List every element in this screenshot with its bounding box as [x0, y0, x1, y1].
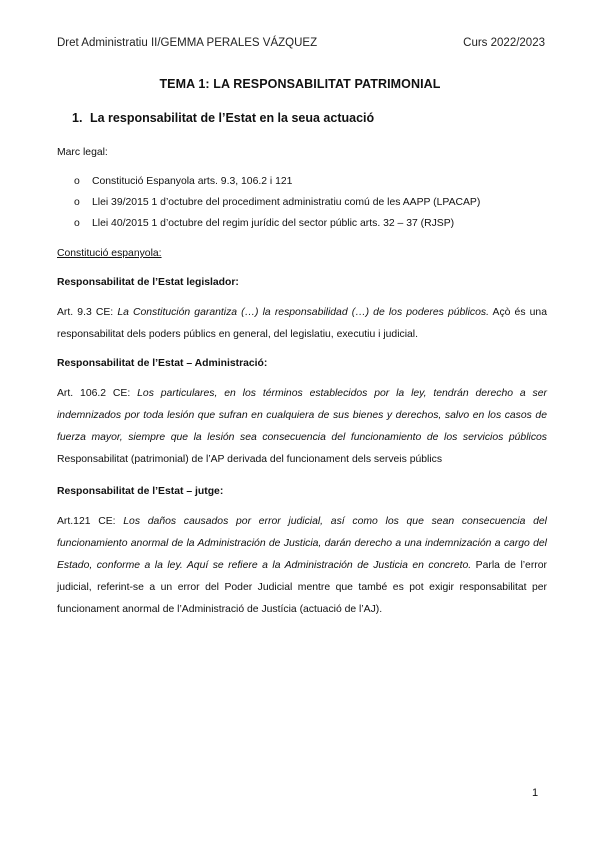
jutge-heading: Responsabilitat de l’Estat – jutge:	[57, 486, 224, 497]
header-right: Curs 2022/2023	[463, 37, 545, 49]
reference-text: Constitució Espanyola arts. 9.3, 106.2 i 121	[92, 176, 293, 187]
article-comment: Açò és una responsabilitat dels poders públics en general, del legislatiu, executiu i judicial.	[57, 307, 547, 340]
article-ref: Art. 106.2 CE:	[57, 388, 138, 399]
list-item	[72, 197, 480, 218]
legal-references-list	[72, 176, 480, 239]
administracio-heading: Responsabilitat de l’Estat – Administració:	[57, 358, 268, 369]
header-left: Dret Administratiu II/GEMMA PERALES VÁZQUEZ	[57, 37, 318, 49]
administracio-paragraph	[57, 383, 547, 471]
legislador-heading: Responsabilitat de l’Estat legislador:	[57, 277, 239, 288]
marc-legal-label: Marc legal:	[57, 147, 108, 158]
article-comment: Parla de l’error judicial, referint-se a un error del Poder Judicial mentre que també es pot exigir responsabilitat per funcionament anormal de l’Administració de Justícia (actuació de l’AJ).	[57, 560, 547, 615]
ce-heading: Constitució espanyola:	[57, 248, 162, 259]
article-quote: Los particulares, en los términos establecidos por la ley, tendrán derecho a ser indemnizados por toda lesión que sufran en cualquiera de sus bienes y derechos, salvo en los casos de fuerza mayor, siempre que la lesión sea consecuencia del funcionamiento de los servicios públicos	[57, 388, 547, 443]
page-title: TEMA 1: LA RESPONSABILITAT PATRIMONIAL	[159, 77, 441, 91]
section-heading	[72, 111, 374, 125]
jutge-paragraph	[57, 511, 547, 621]
bullet-marker: o	[74, 176, 80, 187]
bullet-marker: o	[74, 218, 80, 229]
section-label: La responsabilitat de l’Estat en la seua actuació	[90, 111, 375, 125]
page-number: 1	[532, 787, 539, 799]
reference-text: Llei 39/2015 1 d’octubre del procediment administratiu comú de les AAPP (LPACAP)	[92, 197, 481, 208]
article-ref: Art.121 CE:	[57, 516, 124, 527]
article-ref: Art. 9.3 CE:	[57, 307, 118, 318]
list-item	[72, 218, 480, 239]
section-number: 1.	[72, 111, 83, 125]
article-quote: La Constitución garantiza (…) la responsabilidad (…) de los poderes públicos.	[117, 307, 489, 318]
article-quote: Los daños causados por error judicial, así como los que sean consecuencia del funcionamiento anormal de la Administración de Justicia, darán derecho a una indemnización a cargo del Estado, conforme a la ley. Aquí se refiere a la Administración de Justicia en concreto.	[57, 516, 547, 571]
bullet-marker: o	[74, 197, 80, 208]
article-comment: Responsabilitat (patrimonial) de l’AP derivada del funcionament dels serveis públics	[57, 454, 443, 465]
list-item	[72, 176, 480, 197]
legislador-paragraph	[57, 302, 547, 346]
reference-text: Llei 40/2015 1 d’octubre del regim jurídic del sector públic arts. 32 – 37 (RJSP)	[92, 218, 455, 229]
